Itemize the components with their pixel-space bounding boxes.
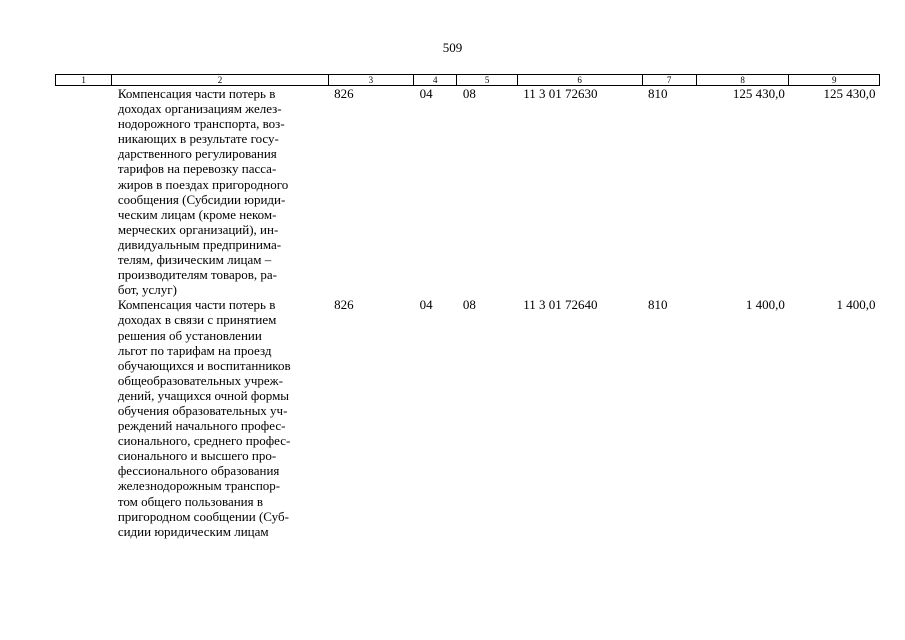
target-article-code: 11 3 01 72640: [523, 297, 598, 313]
column-header-6: 6: [517, 75, 642, 86]
table-row: [56, 297, 880, 539]
column-header-3: 3: [328, 75, 414, 86]
column-header-4: 4: [414, 75, 457, 86]
subsection-code: 08: [462, 297, 476, 313]
section-code: 04: [419, 297, 433, 313]
budget-table: [55, 74, 880, 539]
target-article-code: 11 3 01 72630: [523, 86, 598, 101]
column-header-7: 7: [642, 75, 696, 86]
expense-type-code: 810: [648, 86, 668, 101]
amount-1: 1 400,0: [745, 297, 785, 313]
page-number: 509: [442, 40, 463, 55]
subsection-code: 08: [462, 86, 476, 101]
column-header-1: 1: [56, 75, 112, 86]
expense-type-code: 810: [648, 297, 668, 313]
row-description: Компенсация части потерь в доходах в связи с принятием решения об установлении льгот по тарифам на проезд обучающихся и воспитанников общеобразовательных учреж- дений, учащихся очной формы обучения образовательных уч- реждений начального профес- сионального, среднего профес- сионального и высшего про- фессионального образования железнодорожным транспор- том общего пользования в пригородном сообщении (Суб- сидии юридическим лицам: [117, 297, 291, 539]
table-row: [56, 86, 880, 298]
ministry-code: 826: [334, 86, 354, 101]
ministry-code: 826: [334, 297, 354, 313]
amount-2: 125 430,0: [823, 86, 876, 101]
column-header-9: 9: [789, 75, 880, 86]
column-number-header-row: [56, 75, 880, 86]
row-col1-cell: [56, 297, 112, 539]
amount-1: 125 430,0: [732, 86, 785, 101]
row-description: Компенсация части потерь в доходах организациям желез- нодорожного транспорта, воз- никающих в результате госу- дарственного регулирования тарифов на перевозку пасса- жиров в поездах пригородного сообщения (Субсидии юриди- ческим лицам (кроме неком- мерческих организаций), ин- дивидуальным предпринима- телям, физическим лицам – производителям товаров, ра- бот, услуг): [117, 86, 289, 298]
row-col1-cell: [56, 86, 112, 298]
column-header-2: 2: [112, 75, 328, 86]
amount-2: 1 400,0: [836, 297, 876, 313]
section-code: 04: [419, 86, 433, 101]
column-header-8: 8: [696, 75, 789, 86]
column-header-5: 5: [457, 75, 517, 86]
